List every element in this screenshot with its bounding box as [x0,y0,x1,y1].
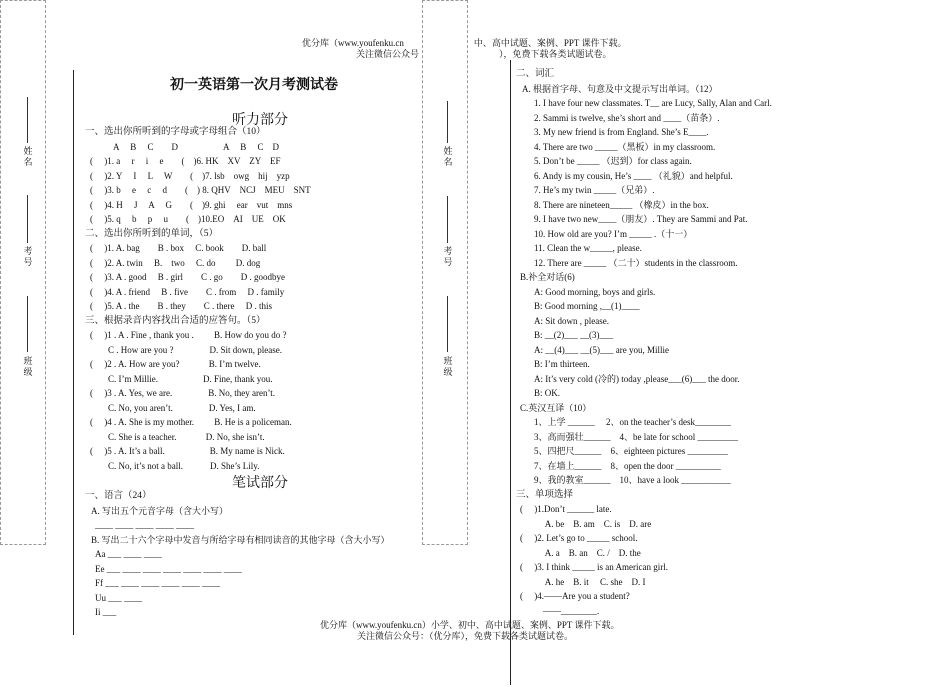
list-item: ( )3. I think _____ is an American girl. [520,562,668,572]
class-line [447,296,448,352]
listening-sec1-options-head: A B C D A B C D [113,141,280,152]
class-label: 班级 [443,356,453,377]
list-item: ( )2. Y I L W ( )7. lsb owg hij yzp [90,170,290,181]
list-item: C. No, you aren’t. D. Yes, I am. [90,402,256,413]
name-label: 姓名 [23,146,33,167]
class-label: 班级 [23,356,33,377]
class-line [27,296,28,352]
listening-sec1-title: 一、选出你所听到的字母或字母组合（10） [85,127,266,137]
list-item: ( )4 . A. She is my mother. B. He is a policeman. [90,417,292,427]
list-item: ( )4.——Are you a student? [520,591,630,601]
list-item: 1. I have four new classmates. T__ are Lucy, Sally, Alan and Carl. [534,98,772,108]
footer-line-2: 关注微信公众号：（优分库），免费下载各类试题试卷。 [357,631,574,641]
listening-sec3-title: 三、根据录音内容找出合适的应答句。（5） [85,315,266,326]
list-item: 5、四把尺______ 6、eighteen pictures _________ [534,446,728,456]
number-label: 考号 [443,246,453,267]
list-item: A: __(4)___ __(5)___ are you, Millie [534,344,669,355]
list-item: A. he B. it C. she D. I [534,576,646,587]
list-item: 12. There are _____ （二十）students in the classroom. [534,257,738,268]
list-item: 4. There are two _____（黑板）in my classroom. [534,141,716,152]
list-item: ( )2 . A. How are you? B. I’m twelve. [90,359,261,369]
list-item: C . How are you ? D. Sit down, please. [90,344,282,355]
list-item: 10. How old are you? I’m _____ .（十一） [534,228,693,239]
choice-title: 三、单项选择 [516,489,574,500]
list-item: 5. Don’t be _____ （迟到）for class again. [534,156,692,166]
list-item: 9. I have two new____（朋友）. They are Sammi and Pat. [534,214,748,224]
writing-b-title: B. 写出二十六个字母中发音与所给字母有相同读音的其他字母（含大小写） [91,534,390,545]
center-margin-line [510,60,511,685]
dialog-title: B.补全对话(6) [520,272,575,282]
page-title: 初一英语第一次月考测试卷 [170,77,338,93]
middle-binding-strip [422,0,468,545]
list-item: A: Good morning, boys and girls. [534,286,656,297]
number-line [447,196,448,243]
list-item: ( )1. a r i e ( )6. HK XV ZY EF [90,156,281,166]
listening-heading: 听力部分 [232,113,288,128]
list-item: A. be B. am C. is D. are [534,518,652,529]
header-line-2-left: 关注微信公众号 [356,49,420,59]
list-item: ( )3. A . good B . girl C . go D . goodbye [90,272,285,282]
name-line [27,97,28,143]
list-item: 7、在墙上______ 8、open the door __________ [534,460,721,471]
list-item: Uu ___ ____ [95,592,142,603]
right-column [516,67,772,618]
list-item: ( )5. A . the B . they C . there D . this [90,301,272,311]
list-item: Ee ___ ____ ____ ____ ____ ____ ____ [95,563,242,574]
vocab-title: 二、词汇 [516,69,555,79]
list-item: ( )5 . A. It’s a ball. B. My name is Nick. [90,446,285,456]
header-line-2 [356,49,612,60]
left-margin-line [73,70,74,635]
list-item: 9、我的教室______ 10、have a look ___________ [534,475,731,485]
list-item: 11. Clean the w_____, please. [534,243,642,253]
writing-heading: 笔试部分 [232,476,288,491]
writing-block [85,489,390,620]
list-item: ( )5. q b p u ( )10.EO AI UE OK [90,214,286,224]
list-item: B: I’m thirteen. [534,359,590,369]
list-item: Aa ___ ____ ____ [95,549,162,559]
list-item: ( )2. Let’s go to _____ school. [520,533,638,543]
list-item: ——________. [534,605,600,616]
list-item: ( )3. b e c d ( ) 8. QHV NCJ MEU SNT [90,185,311,195]
list-item: A. a B. an C. / D. the [534,547,641,558]
list-item: 6. Andy is my cousin, He’s ____ （礼貌）and helpful. [534,170,733,181]
translate-title: C.英汉互译（10） [520,402,592,413]
list-item: 8. There are nineteen_____ （橡皮）in the box. [534,199,709,210]
list-item: C. She is a teacher. D. No, she isn’t. [90,431,265,442]
list-item: ( )1. A. bag B . box C. book D. ball [90,243,267,253]
list-item: A: It’s very cold (冷的) today ,please___(6)___ the door. [534,373,740,384]
list-item: 2. Sammi is twelve, she’s short and ____（苗条）. [534,112,720,123]
list-item: ( )4. H J A G ( )9. ghi ear vut mns [90,199,293,210]
list-item: ( )2. A. twin B. two C. do D. dog [90,257,261,268]
header-line-1-right: 中、高中试题、案例、PPT 课件下载。 [473,38,627,48]
number-label: 考号 [23,246,33,267]
list-item: ( )1.Don’t ______ late. [520,504,612,514]
number-line [27,195,28,243]
vocab-a-title: A. 根据首字母、句意及中文提示写出单词。（12） [522,83,718,94]
header-line-1-left: 优分库（www.youfenku.cn [302,38,404,48]
list-item: C. I’m Millie. D. Fine, thank you. [90,373,273,384]
list-item: 3. My new friend is from England. She’s E____. [534,127,709,137]
list-item: ( )3 . A. Yes, we are. B. No, they aren’t. [90,388,276,398]
writing-a-blanks: ____ ____ ____ ____ ____ [95,520,194,530]
list-item: Ii ___ [95,607,117,617]
list-item: B: __(2)___ __(3)___ [534,330,613,340]
list-item: ( )1 . A . Fine , thank you . B. How do you do ? [90,330,287,340]
name-label: 姓名 [443,146,453,167]
footer-line-1: 优分库（www.youfenku.cn）小学、初中、高中试题、案例、PPT 课件下载。 [320,620,620,630]
list-item: 1、上学 ______ 2、on the teacher’s desk________ [534,417,732,427]
list-item: C. No, it’s not a ball. D. She’s Lily. [90,460,260,471]
list-item: B: OK. [534,388,561,398]
listening-sec2-title: 二、选出你所听到的单词，（5） [85,228,219,239]
writing-a-title: A. 写出五个元音字母（含大小写） [91,505,229,516]
list-item: Ff ___ ____ ____ ____ ____ ____ [95,578,221,588]
writing-sec1-title: 一、语言（24） [85,491,152,501]
list-item: B: Good morning ,__(1)____ [534,301,640,311]
name-line [447,101,448,143]
left-binding-strip [0,0,46,545]
list-item: A: Sit down , please. [534,315,609,326]
list-item: 3、高而强壮______ 4、be late for school _________ [534,431,738,442]
header-line-2-right: ），免费下载各类试题试卷。 [499,49,612,59]
list-item: 7. He’s my twin _____（兄弟）. [534,185,655,195]
left-column [85,125,311,473]
list-item: ( )4. A . friend B . five C . from D . family [90,286,285,297]
